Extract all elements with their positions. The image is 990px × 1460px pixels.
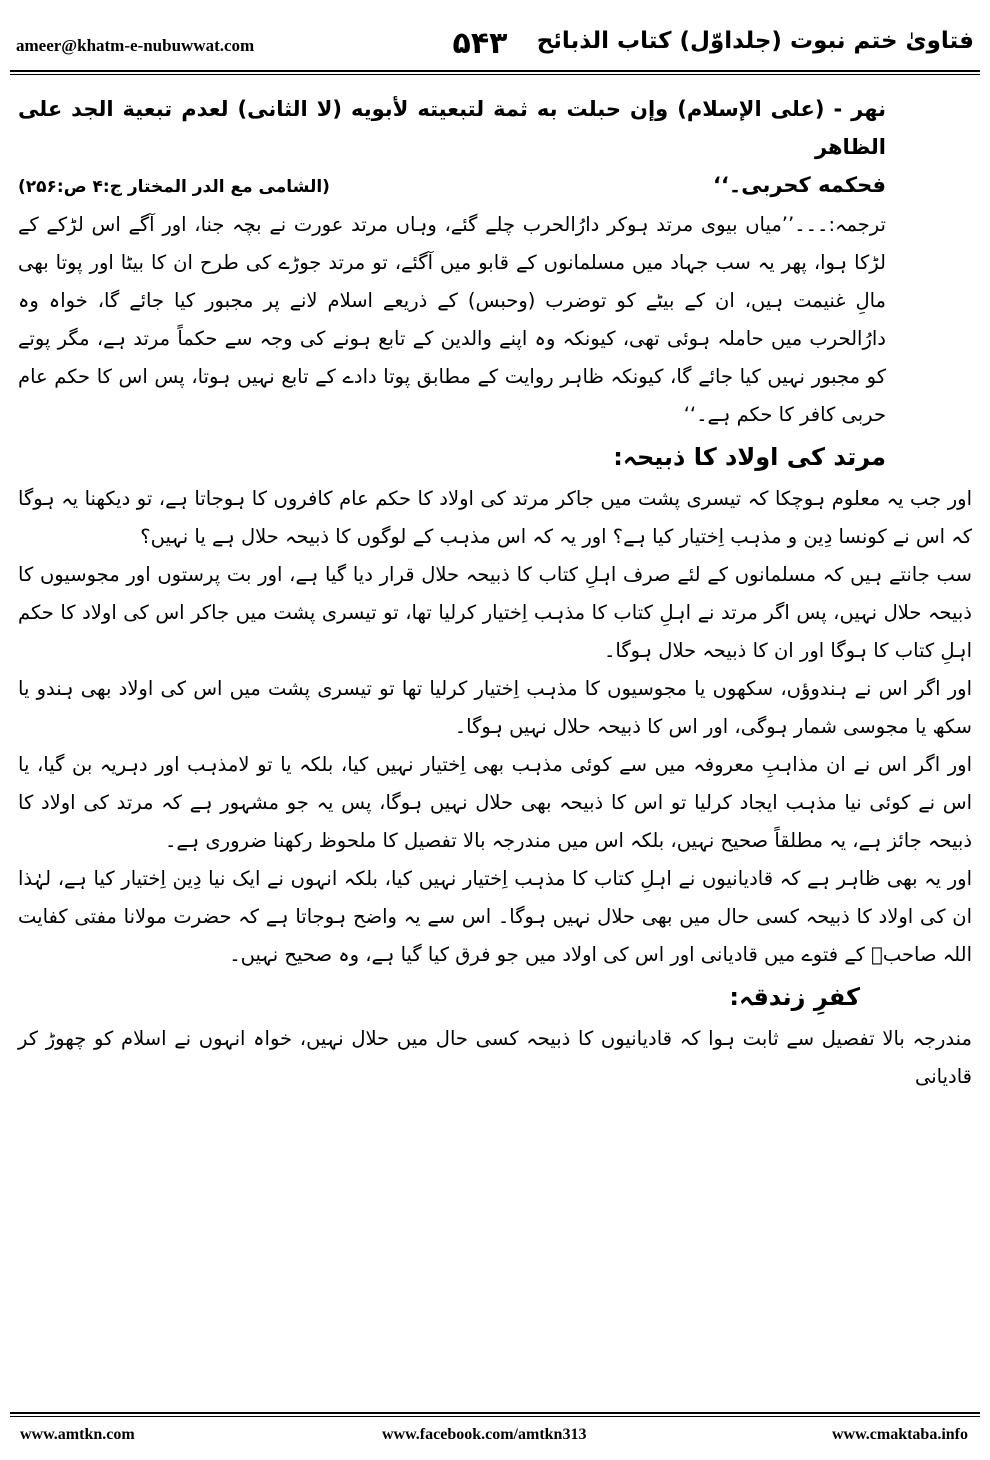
body-paragraph: مندرجہ بالا تفصیل سے ثابت ہوا کہ قادیانیوں کا ذبیحہ کسی حال میں حلال نہیں، خواہ انہوں نے اسلام کو چھوڑ کر قادیانی — [18, 1027, 972, 1088]
footer-link-website[interactable]: www.amtkn.com — [20, 1426, 135, 1443]
arabic-quote-end — [18, 166, 972, 206]
quote-reference: (الشامی مع الدر المختار ج:۴ ص:۲۵۶) — [18, 177, 330, 197]
header-divider — [10, 70, 980, 72]
arabic-quote-line: فحکمه کحربی۔‘‘ — [712, 173, 886, 197]
book-title: فتاویٰ ختم نبوت (جلداوّل) کتاب الذبائح — [536, 28, 974, 54]
translation-paragraph: ترجمہ:۔۔۔’’میاں بیوی مرتد ہوکر دارُالحرب چلے گئے، وہاں مرتد عورت نے بچہ جنا، اور آگے اس لڑکے کے لڑکا ہوا، پھر یہ سب جہاد میں مسلمانوں کے قابو میں آگئے، تو مرتد جوڑے کی طرح ان کا بیٹا اور پوتا بھی مالِ غنیمت ہیں، ان کے بیٹے کو توضرب (وحبس) کے ذریعے اسلام لانے پر مجبور کیا جائے گا، خواہ وہ دارُالحرب میں حاملہ ہوئی تھی، کیونکہ وہ اپنے والدین کے تابع ہونے کی وجہ سے حکماً مرتد ہے، مگر پوتے کو مجبور نہیں کیا جائے گا، کیونکہ ظاہر روایت کے مطابق پوتا دادے کے تابع نہیں ہوتا، پس اس کا حکم عام حربی کافر کا حکم ہے۔‘‘ — [18, 213, 886, 426]
section-heading: کفرِ زندقہ: — [729, 983, 860, 1011]
footer-link-maktaba[interactable]: www.cmaktaba.info — [831, 1426, 968, 1443]
footer-divider — [10, 1412, 980, 1414]
body-paragraph: اور اگر اس نے ہندوؤں، سکھوں یا مجوسیوں کا مذہب اِختیار کرلیا تھا تو تیسری پشت میں اس کی اولاد بھی ہندو یا سکھ یا مجوسی شمار ہوگی، اور اس کا ذبیحہ حلال نہیں ہوگا۔ — [18, 677, 972, 738]
footer-divider-thin — [10, 1416, 980, 1417]
page-header — [10, 24, 980, 68]
body-paragraph: اور جب یہ معلوم ہوچکا کہ تیسری پشت میں جاکر مرتد کی اولاد کا حکم عام کافروں کا ہوجاتا ہے، تو دیکھنا یہ ہوگا کہ اس نے کونسا دِین و مذہب اِختیار کیا ہے؟ اور یہ کہ اس مذہب کے لوگوں کا ذبیحہ حلال ہے یا نہیں؟ — [18, 487, 972, 548]
page-body — [18, 90, 972, 1096]
header-divider-thin — [10, 74, 980, 75]
page-number: ۵۴۳ — [452, 26, 508, 61]
body-paragraph: سب جانتے ہیں کہ مسلمانوں کے لئے صرف اہلِ کتاب کا ذبیحہ حلال قرار دیا گیا ہے، اور بت پرستوں اور مجوسیوں کا ذبیحہ حلال نہیں، پس اگر مرتد نے اہلِ کتاب کا مذہب اِختیار کرلیا تھا، تو تیسری پشت میں جاکر اس کی اولاد کا حکم اہلِ کتاب کا ہوگا اور ان کا ذبیحہ حلال ہوگا۔ — [18, 563, 972, 662]
body-paragraph: اور یہ بھی ظاہر ہے کہ قادیانیوں نے اہلِ کتاب کا مذہب اِختیار نہیں کیا، بلکہ انہوں نے ایک نیا دِین اِختیار کیا ہے، لہٰذا ان کی اولاد کا ذبیحہ کسی حال میں بھی حلال نہیں ہوگا۔ اس سے یہ واضح ہوجاتا ہے کہ حضرت مولانا مفتی کفایت اللہ صاحبؒ کے فتوے میں قادیانی اور اس کی اولاد میں جو فرق کیا گیا ہے، وہ صحیح نہیں۔ — [18, 867, 972, 966]
section-heading: مرتد کی اولاد کا ذبیحہ: — [613, 443, 886, 471]
footer-link-facebook[interactable]: www.facebook.com/amtkn313 — [382, 1426, 587, 1443]
header-email: ameer@khatm-e-nubuwwat.com — [16, 36, 255, 55]
body-paragraph: اور اگر اس نے ان مذاہبِ معروفہ میں سے کوئی مذہب بھی اِختیار نہیں کیا، بلکہ یا تو لامذہب اور دہریہ بن گیا، یا اس نے کوئی نیا مذہب ایجاد کرلیا تو اس کا ذبیحہ بھی حلال نہیں ہوگا، پس یہ جو مشہور ہے کہ مرتد کی اولاد کا ذبیحہ جائز ہے، یہ مطلقاً صحیح نہیں، بلکہ اس میں مندرجہ بالا تفصیل کا ملحوظ رکھنا ضروری ہے۔ — [18, 753, 972, 852]
page-footer — [10, 1422, 980, 1450]
arabic-quote-line: نهر - (علی الإسلام) وإن حبلت به ثمة لتبعيته لأبويه (لا الثانی) لعدم تبعية الجد علی الظاهر — [18, 97, 886, 159]
